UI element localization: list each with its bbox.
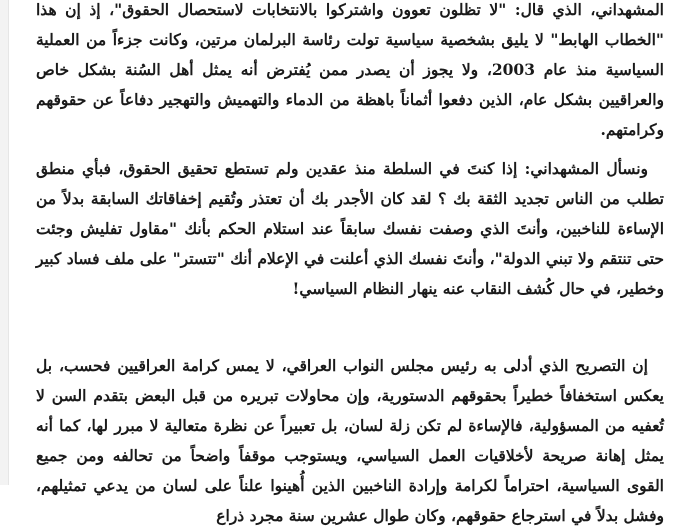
- paragraph-1: المشهداني، الذي قال: "لا تظلون تعوون واشتركوا بالانتخابات لاستحصال الحقوق"، إذ إن هذا "الخطاب الهابط" لا يليق بشخصية سياسية تولت رئاسة البرلمان مرتين، وكانت جزءاً من العملية السياسية منذ عام 2003، ولا يجوز أن يصدر ممن يُفترض أنه يمثل أهل السُنة بشكل خاص والعراقيين بشكل عام، الذين دفعوا أثماناً باهظة من الدماء والتهميش والتهجير دفاعاً عن حقوقهم وكرامتهم.: [36, 0, 664, 139]
- paragraph-2: ونسأل المشهداني: إذا كنتَ في السلطة منذ عقدين ولم تستطع تحقيق الحقوق، فبأي منطق تطلب من الناس تجديد الثقة بك ؟ لقد كان الأجدر بك أن تعتذر وتُقيم إخفاقاتك السابقة بدلاً من الإساءة للناخبين، وأنتَ الذي وصفت نفسك سابقاً عند استلام الحكم بأنك "مقاول تفليش وجئت حتى تنتقم ولا تبني الدولة"، وأنتَ نفسك الذي أعلنت في الإعلام أنك "تتستر" على ملف فساد كبير وخطير، في حال كُشف النقاب عنه ينهار النظام السياسي!: [36, 159, 664, 298]
- paragraph-3: إن التصريح الذي أدلى به رئيس مجلس النواب العراقي، لا يمس كرامة العراقيين فحسب، بل يعكس استخفافاً خطيراً بحقوقهم الدستورية، وإن محاولات تبريره من قبل البعض بتقدم السن لا تُعفيه من المسؤولية، فالإساءة لم تكن زلة لسان، بل تعبيراً عن نظرة متعالية لا مبرر لها، كما أنه يمثل إهانة صريحة لأخلاقيات العمل السياسي، ويستوجب موقفاً واضحاً من تحالفه ومن جميع القوى السياسية، احتراماً لكرامة وإرادة الناخبين الذين أُهينوا علناً على لسان من يدعي تمثيلهم، وفشل بدلاً في استرجاع حقوقهم، وكان طوال عشرين سنة مجرد ذراع: [36, 356, 664, 525]
- page-edge: [0, 0, 9, 485]
